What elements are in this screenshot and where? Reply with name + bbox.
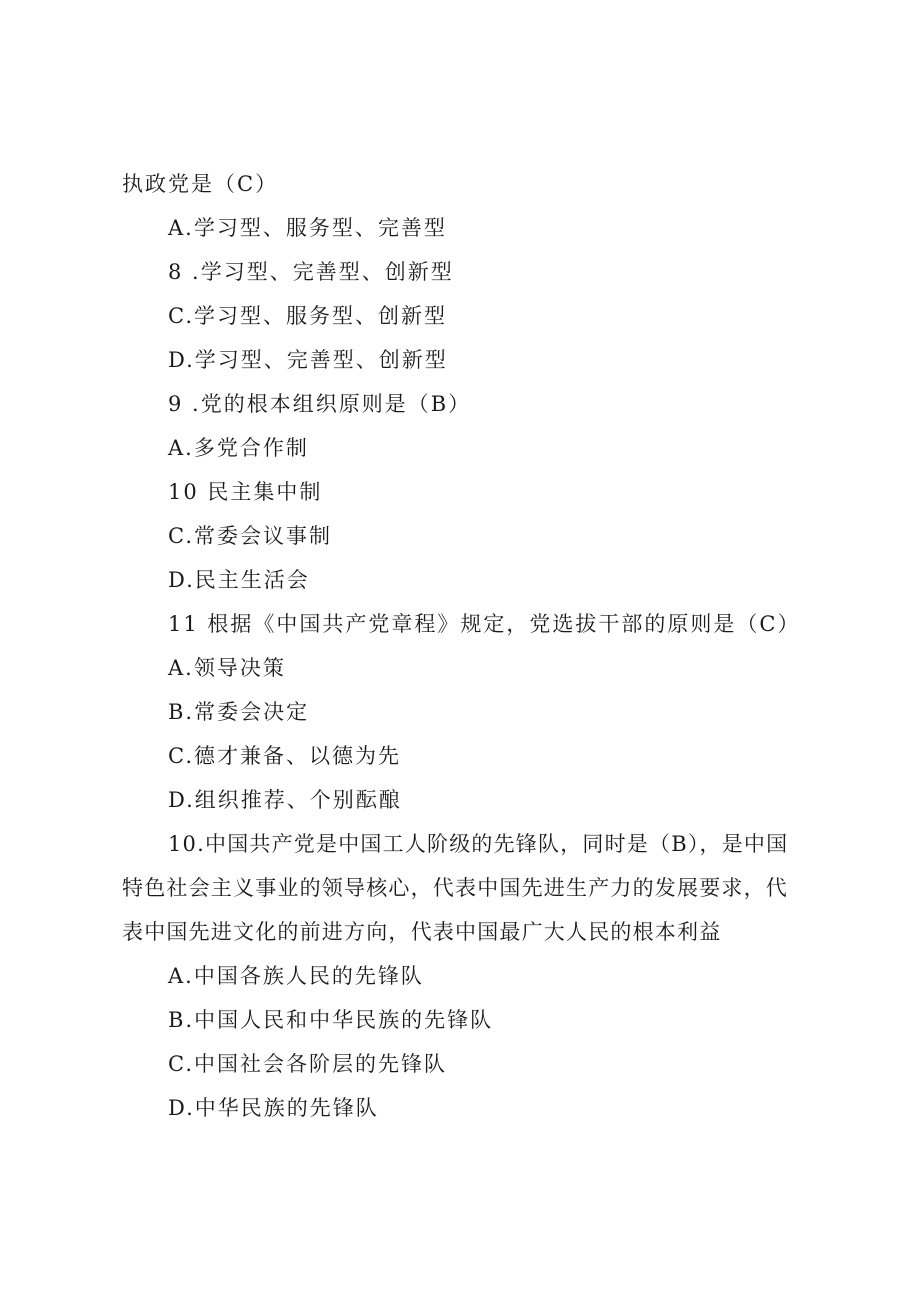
option-b: B.中国人民和中华民族的先锋队	[168, 1008, 494, 1032]
question-continuation: 执政党是（C）	[122, 172, 279, 196]
option-b: 10 民主集中制	[168, 480, 323, 504]
option-c: C.中国社会各阶层的先锋队	[168, 1052, 447, 1076]
option-a: A.学习型、服务型、完善型	[168, 216, 447, 240]
option-c: C.常委会议事制	[168, 524, 332, 548]
option-d: D.学习型、完善型、创新型	[168, 348, 448, 372]
question-10-line-3: 表中国先进文化的前进方向，代表中国最广大人民的根本利益	[122, 920, 722, 944]
option-d: D.民主生活会	[168, 568, 310, 592]
question-11: 11 根据《中国共产党章程》规定，党选拔干部的原则是（C）	[168, 612, 801, 636]
option-d: D.中华民族的先锋队	[168, 1096, 379, 1120]
option-a: A.领导决策	[168, 656, 286, 680]
option-a: A.多党合作制	[168, 436, 309, 460]
option-b: B.常委会决定	[168, 700, 310, 724]
option-a: A.中国各族人民的先锋队	[168, 964, 424, 988]
question-10-line-1: 10.中国共产党是中国工人阶级的先锋队，同时是（B），是中国	[168, 832, 789, 856]
question-10-line-2: 特色社会主义事业的领导核心，代表中国先进生产力的发展要求，代	[122, 876, 788, 900]
option-c: C.德才兼备、以德为先	[168, 744, 401, 768]
question-9: 9 .党的根本组织原则是（B）	[168, 392, 472, 416]
document-body	[0, 162, 920, 1130]
option-c: C.学习型、服务型、创新型	[168, 304, 447, 328]
option-d: D.组织推荐、个别酝酿	[168, 788, 402, 812]
option-b: 8 .学习型、完善型、创新型	[168, 260, 454, 284]
